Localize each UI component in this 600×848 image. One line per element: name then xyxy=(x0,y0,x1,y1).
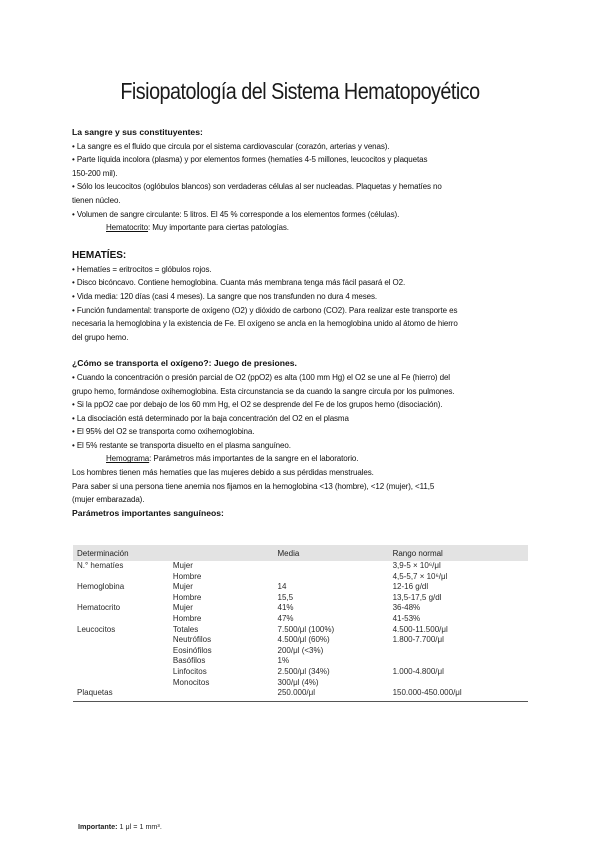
text-line: necesaria la hemoglobina y la existencia de Fe. El oxígeno se ancla en la hemoglobina unido al átomo de hierro xyxy=(72,319,458,329)
table-cell xyxy=(169,688,274,701)
text-line: Para saber si una persona tiene anemia nos fijamos en la hemoglobina <13 (hombre), <12 (mujer), <11,5 xyxy=(72,481,435,491)
text-line: Los hombres tienen más hematíes que las mujeres debido a sus pérdidas menstruales. xyxy=(72,468,374,478)
hematocrito-text: : Muy importante para ciertas patologías. xyxy=(148,223,289,233)
table-cell: Linfocitos xyxy=(172,666,207,676)
hemograma-text: : Parámetros más importantes de la sangre en el laboratorio. xyxy=(149,454,359,464)
section3-lines xyxy=(72,371,528,507)
table-cell xyxy=(389,678,528,689)
table-cell xyxy=(73,593,169,604)
table-cell: 1.000-4.800/μl xyxy=(392,666,444,676)
text-line: • Vida media: 120 días (casi 4 meses). La sangre que nos transfunden no dura 4 meses. xyxy=(72,291,378,301)
table-cell: 41% xyxy=(277,603,294,613)
table-cell: Monocitos xyxy=(172,677,210,687)
table-row xyxy=(73,656,528,667)
table-cell: 150.000-450.000/μl xyxy=(389,688,528,701)
table-cell: 7.500/μl (100%) xyxy=(277,624,335,634)
table-row xyxy=(73,646,528,657)
table-cell: Leucocitos xyxy=(77,624,116,634)
table-cell xyxy=(274,572,389,583)
hemograma-term: Hemograma xyxy=(106,454,150,464)
text-line: • Parte líquida incolora (plasma) y por elementos formes (hematíes 4-5 millones, leucocitos y plaquetas xyxy=(72,155,428,165)
table-note xyxy=(78,822,162,831)
table-cell xyxy=(73,678,169,689)
table-cell: 300/μl (4%) xyxy=(277,677,319,687)
table-cell: 1.800-7.700/μl xyxy=(392,635,444,645)
table-cell: 1% xyxy=(277,656,290,666)
table-cell: 13,5-17,5 g/dl xyxy=(392,592,442,602)
section-heading-sangre: La sangre y sus constituyentes: xyxy=(72,127,203,137)
table-cell: 200/μl (<3%) xyxy=(277,645,324,655)
section1-lines xyxy=(72,140,528,235)
table-cell: 4,5-5,7 × 10⁶/μl xyxy=(392,571,448,581)
text-line: tienen núcleo. xyxy=(72,195,121,205)
text-line: • El 95% del O2 se transporta como oxihemoglobina. xyxy=(72,427,255,437)
table-cell: Hombre xyxy=(172,592,202,602)
table-cell: Hombre xyxy=(172,613,202,623)
table-cell: 14 xyxy=(277,582,287,592)
note-label: Importante: xyxy=(78,822,118,831)
table-row xyxy=(73,635,528,646)
text-line: • Cuando la concentración o presión parcial de O2 (ppO2) es alta (100 mm Hg) el O2 se une al Fe (hierro) del xyxy=(72,372,450,382)
table-cell xyxy=(73,572,169,583)
text-line: • Hematíes = eritrocitos = glóbulos rojos. xyxy=(72,264,212,274)
section-heading-parametros: Parámetros importantes sanguíneos: xyxy=(72,507,224,518)
column-header: Determinación xyxy=(73,545,169,561)
text-line: • Volumen de sangre circulante: 5 litros. El 45 % corresponde a los elementos formes (células). xyxy=(72,209,400,219)
table-row xyxy=(73,688,528,701)
text-line: grupo hemo, formándose oxihemoglobina. Esta circunstancia se da cuando la sangre circula por los pulmones. xyxy=(72,386,455,396)
hematocrito-line xyxy=(72,221,528,235)
parameters-table xyxy=(73,545,528,702)
table-cell: 15,5 xyxy=(277,592,294,602)
table-cell: 12-16 g/dl xyxy=(392,582,429,592)
text-line: • Si la ppO2 cae por debajo de los 60 mm Hg, el O2 se desprende del Fe de los grupos hemo (disociación). xyxy=(72,400,443,410)
column-header: Media xyxy=(274,545,389,561)
table-cell: 3,9-5 × 10⁶/μl xyxy=(392,561,441,570)
text-line: • La sangre es el fluido que circula por el sistema cardiovascular (corazón, arterias y venas). xyxy=(72,141,390,151)
table-cell: Eosinófilos xyxy=(172,645,212,655)
table-row xyxy=(73,625,528,636)
text-line: • Sólo los leucocitos (oglóbulos blancos) son verdaderas células al ser nucleadas. Plaquetas y hematíes no xyxy=(72,182,442,192)
document-body xyxy=(72,126,528,520)
table-row xyxy=(73,678,528,689)
table-cell: 36-48% xyxy=(392,603,421,613)
column-header: Rango normal xyxy=(389,545,528,561)
table-cell: 4.500-11.500/μl xyxy=(392,624,448,634)
table-cell: Totales xyxy=(172,624,199,634)
table-cell xyxy=(73,646,169,657)
table-row xyxy=(73,561,528,572)
table-row xyxy=(73,572,528,583)
section-heading-hematies: HEMATÍES: xyxy=(72,249,127,261)
table-cell xyxy=(73,667,169,678)
text-line: • Disco bicóncavo. Contiene hemoglobina. Cuanta más membrana tenga más fácil pasará el O2. xyxy=(72,278,406,288)
note-text: 1 μl = 1 mm³. xyxy=(117,822,162,831)
table-cell: 250.000/μl xyxy=(274,688,389,701)
table-cell: 2.500/μl (34%) xyxy=(277,666,330,676)
table-cell xyxy=(274,561,389,572)
table-cell xyxy=(389,656,528,667)
table-row xyxy=(73,582,528,593)
page-title: Fisiopatología del Sistema Hematopoyético xyxy=(120,78,480,104)
table-cell: Mujer xyxy=(172,603,193,613)
table-cell: Mujer xyxy=(172,582,193,592)
text-line: • La disociación está determinado por la baja concentración del O2 en el plasma xyxy=(72,413,349,423)
table-cell: Hombre xyxy=(172,571,202,581)
table-cell: 41-53% xyxy=(392,613,421,623)
hematocrito-term: Hematocrito xyxy=(106,223,149,233)
column-header xyxy=(169,545,274,561)
table-header-row xyxy=(73,545,528,561)
table-cell xyxy=(73,614,169,625)
table-cell xyxy=(73,656,169,667)
table-row xyxy=(73,603,528,614)
text-line: (mujer embarazada). xyxy=(72,495,145,505)
text-line: 150-200 mil). xyxy=(72,168,118,178)
text-line: del grupo hemo. xyxy=(72,332,129,342)
table-cell xyxy=(73,635,169,646)
hemograma-line xyxy=(72,452,528,466)
table-cell: 4.500/μl (60%) xyxy=(277,635,330,645)
table-row xyxy=(73,614,528,625)
table-cell xyxy=(389,646,528,657)
section2-lines xyxy=(72,263,528,345)
table-row xyxy=(73,667,528,678)
table-row xyxy=(73,593,528,604)
table-cell: Basófilos xyxy=(172,656,206,666)
table-cell: Hematocrito xyxy=(77,603,121,613)
table-cell: Neutrófilos xyxy=(172,635,212,645)
table-cell: N.° hematíes xyxy=(77,561,124,570)
text-line: • Función fundamental: transporte de oxígeno (O2) y dióxido de carbono (CO2). Para realizar este transporte es xyxy=(72,305,458,315)
table-cell: 47% xyxy=(277,613,294,623)
table-cell: Plaquetas xyxy=(73,688,169,701)
section-heading-oxigeno: ¿Cómo se transporta el oxígeno?: Juego de presiones. xyxy=(72,358,297,369)
table-cell: Mujer xyxy=(172,561,193,570)
table-cell: Hemoglobina xyxy=(77,582,125,592)
text-line: • El 5% restante se transporta disuelto en el plasma sanguíneo. xyxy=(72,440,291,450)
parameters-table-wrapper xyxy=(73,545,528,702)
